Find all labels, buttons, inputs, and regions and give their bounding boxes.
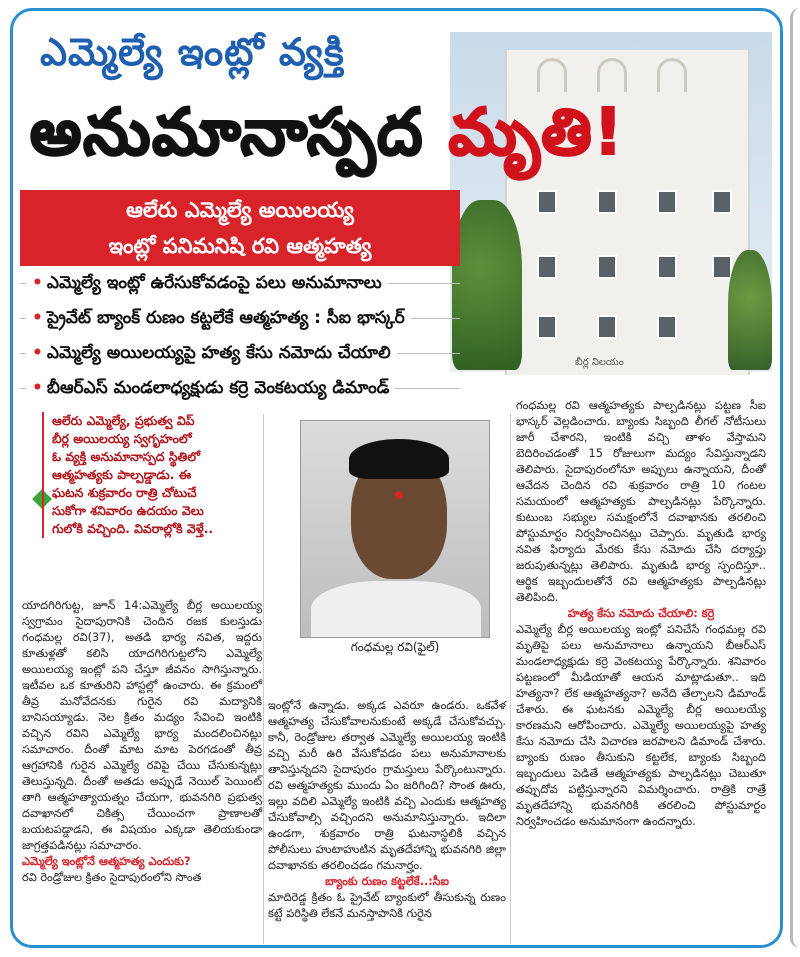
lead-line: ఆత్మహత్యకు పాల్పడ్డాడు. ఈ [52,467,192,482]
body-text: మాదిరెడ్డ క్రితం ఓ ప్రైవేట్ బ్యాంకులో తీసుకున్న రుణం కట్టే పరిస్థితి లేకనే మనస్తాపానికి గురైన [268,891,506,920]
subheading: బ్యాంకు రుణం కట్టలేకే..:సీఐ [325,875,449,888]
window [537,255,557,279]
arch [537,58,567,92]
lead-paragraph [42,412,264,538]
article-column-1 [22,598,262,886]
arch [657,58,687,92]
article-column-3 [516,398,766,830]
building-sign: బీర్ల నిలయం [575,357,624,368]
subheadline-line: ఇంట్లో పనిమనిషి రవి ఆత్మహత్య [108,234,372,258]
window [657,255,677,279]
window [597,315,617,339]
article-column-2 [268,698,506,922]
bullet-point: • ఎమ్మెల్యే ఇంట్లో ఉరేసుకోవడంపై పలు అనుమానాలు [26,273,388,297]
headline-main-red: మృతి! [448,96,625,170]
window [712,190,732,214]
lead-line: సుకోగా శనివారం ఉదయం వెలు [52,503,204,518]
headline-main-black: అనుమానాస్పద [30,96,425,170]
headline-main [30,96,625,185]
bindi [395,491,403,499]
tree [728,250,772,370]
shirt [311,581,481,638]
window [657,315,677,339]
subheadline-line: ఆలేరు ఎమ్మెల్యే అయిలయ్య [126,198,354,222]
bullet-point: • ఎమ్మెల్యే అయిలయ్యపై హత్య కేసు నమోదు చేయాలి [26,343,397,367]
bullet-point: • బీఆర్ఎస్ మండలాధ్యక్షుడు కర్రె వెంకటయ్య డిమాండ్ [26,378,395,402]
lead-line: గులోకి వచ్చింది. వివరాల్లోకి వెళ్తే.. [52,521,214,536]
body-text: ఎమ్మెల్యే బీర్ల అయిలయ్య ఇంట్లో పనిచేసే గంధమల్ల రవి మృతిపై పలు అనుమానాలు ఉన్నాయని బీఆర్ఎస్ మండలాధ్యక్షుడు కర్రె వెంకటయ్య పేర్కొన్నారు. శనివారం పట్టణంలో మీడియాతో ఆయన మాట్లాడుతూ.. ఇది హత్యనా? లేక ఆత్మహత్యనా? అనేది తేల్చాలని డిమాండ్ చేశారు. ఈ ఘటనకు ఎమ్మెల్యే బీర్ల అయిలయ్యే కారణమని ఆరోపించారు. ఎమ్మెల్యే అయిలయ్యపై హత్య కేసు నమోదు చేసి విచారణ జరపాలని డిమాండ్ చేశారు. బ్యాంకు రుణం తీసుకుని కట్టలేక, బ్యాంకు సిబ్బంది ఇబ్బందులు పెడితే ఆత్మహత్యకు పాల్పడినట్లు చెబుతూ తప్పుదోవ పట్టిస్తున్నారని విమర్శించారు. రాత్రికి రాత్రే మృతదేహాన్ని భువనగిరికి తరలించి పోస్టుమార్టం నిర్వహించడం అనుమానంగా ఉందన్నారు. [516,623,766,828]
body-text: రవి రెండ్రోజుల క్రితం సైదాపురంలోని సొంత [22,871,202,884]
window [537,190,557,214]
window [597,255,617,279]
subheadline-band [20,190,460,266]
adjacent-column-edge [790,8,800,948]
column-rule [510,414,511,944]
bullet-point: • ప్రైవేట్ బ్యాంక్ రుణం కట్టలేకే ఆత్మహత్య : సీఐ భాస్కర్ [26,308,411,332]
headline-kicker: ఎమ్మెల్యే ఇంట్లో వ్యక్తి [40,30,345,74]
lead-line: బీర్ల అయిలయ్య స్వగృహంలో [52,431,192,446]
photo-caption: గంధమల్ల రవి(ఫైల్) [350,640,440,654]
lead-line: ఘటన శుక్రవారం రాత్రి చోటుచే [52,485,197,500]
window [712,255,732,279]
lead-line: ఓ వ్యక్తి అనుమానాస్పద స్థితిలో [52,449,200,464]
window [597,190,617,214]
body-text: ఇంట్లోనే ఉన్నాడు. అక్కడ ఎవరూ ఉండరు. ఒకవేళ ఆత్మహత్య చేసుకోవాలనుకుంటే అక్కడే చేసుకోవచ్చు. కానీ, రెండ్రోజుల తర్వాత ఎమ్మెల్యే అయిలయ్య ఇంటికి వచ్చి మరీ ఉరి వేసుకోవడం పలు అనుమానాలకు తావిస్తున్నదని సైదాపురం గ్రామస్తులు పేర్కొంటున్నారు. రవి ఆత్మహత్యకు ముందు ఏం జరిగింది? సొంత ఊరు, ఇల్లు వదిలి ఎమ్మెల్యే ఇంటికి వచ్చి ఎందుకు ఆత్మహత్య చేసుకోవాల్సి వచ్చిందని అనుమానిస్తున్నారు. ఇదిలా ఉండగా, శుక్రవారం రాత్రి ఘటనాస్థలికి వచ్చిన పోలీసులు హుటాహుటిన మృతదేహాన్ని భువనగిరి జిల్లా దవాఖానకు తరలించడం గమనార్హం. [268,699,506,872]
arch [597,58,627,92]
body-text: గంధమల్ల రవి ఆత్మహత్యకు పాల్పడినట్లు పట్టణ సీఐ భాస్కర్ వెల్లడించారు. బ్యాంకు సిబ్బంది లీగల్ నోటీసులు జారీ చేశారని, ఇంటికి వచ్చి తాళం వేస్తామని బెదిరించడంతో 15 రోజులుగా మద్యం సేవిస్తున్నాడని తెలిపారు. సైదాపురంలోనూ అప్పులు ఉన్నాయని, దీంతో ఆవేదన చెందిన రవి శుక్రవారం రాత్రి 10 గంటల సమయంలో ఆత్మహత్యకు పాల్పడినట్లు పేర్కొన్నారు. కుటుంబ సభ్యుల సమక్షంలోనే దవాఖానకు తరలించి పోస్టుమార్టం నిర్వహించినట్లు చెప్పారు. మృతుడి భార్య నవిత ఫిర్యాదు మేరకు కేసు నమోదు చేసి దర్యాప్తు జరుపుతున్నట్లు తెలిపారు. మృతుడి భార్య స్పందిస్తూ.. ఆర్థిక ఇబ్బందులతోనే రవి ఆత్మహత్యకు పాల్పడినట్లు తెలిపింది. [516,399,766,604]
body-text: యాదగిరిగుట్ట, జూన్ 14:ఎమ్మెల్యే బీర్ల అయిలయ్య స్వగ్రామం సైదాపురానికి చెందిన రజక కులస్తుడు గంధమల్ల రవి(37), అతడి భార్య నవిత, ఇద్దరు కూతుళ్లతో కలిసి యాదగిరిగుట్టలోని ఎమ్మెల్యే అయిలయ్య ఇంట్లో పని చేస్తూ జీవనం సాగిస్తున్నారు. ఇటీవల ఒక కూతురిని హాస్టల్లో ఉంచారు. ఈ క్రమంలో తీవ్ర మనోవేదనకు గురైన రవి మద్యానికి బానిసయ్యాడు. నెల క్రితం మద్యం సేవించి ఇంటికి వచ్చిన రవిని ఎమ్మెల్యే భార్య మందలించినట్లు సమాచారం. దీంతో మాట మాట పెరగడంతో తీవ్ర ఆగ్రహానికి గురైన ఎమ్మెల్యే రవిపై చేయి చేసుకున్నట్లు తెలుస్తున్నది. దీంతో అతడు అప్పుడే నెయిల్ పెయింట్ తాగి ఆత్మహత్యాయత్నం చేయగా, భువనగిరి ప్రభుత్వ దవాఖానలో చికిత్స చేయించగా ప్రాణాలతో బయటపడ్డాడని, ఈ విషయం ఎక్కడా తెలియకుండా జాగ్రత్తపడినట్లు సమాచారం. [22,599,262,852]
window [537,315,557,339]
tree [452,200,522,370]
subheading: ఎమ్మెల్యే ఇంట్లోనే ఆత్మహత్య ఎందుకు? [22,855,191,868]
lead-line: ఆలేరు ఎమ్మెల్యే, ప్రభుత్వ విప్ [52,413,195,428]
victim-photo [300,420,490,638]
hair [349,439,449,479]
subheading: హత్య కేసు నమోదు చేయాలి: కర్రె [567,607,715,620]
window [657,190,677,214]
